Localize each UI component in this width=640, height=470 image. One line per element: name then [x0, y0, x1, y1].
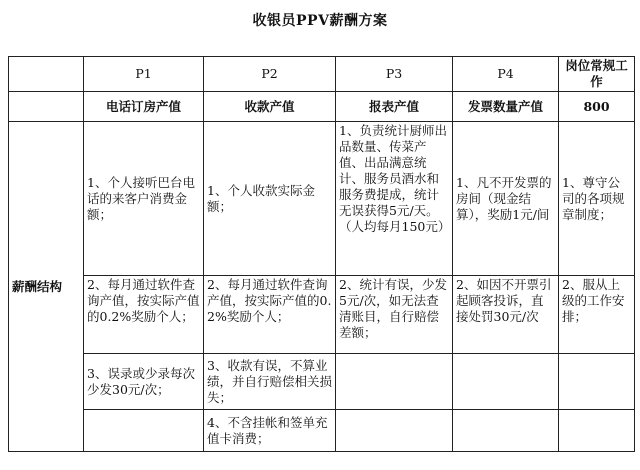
- cell-p2: 4、不含挂帐和签单充值卡消费；: [204, 410, 336, 452]
- cell-p3: [336, 410, 453, 452]
- cell-p3: 1、负责统计厨师出品数量、传菜产值、出品满意统计、服务员酒水和服务费提成，统计无误获得5元/天。（人均每月150元）: [336, 122, 453, 276]
- salary-table: [8, 56, 635, 452]
- header-p3: P3: [336, 57, 453, 92]
- table-row: [9, 410, 635, 452]
- row-label: 薪酬结构: [9, 122, 84, 452]
- page-title: 收银员PPV薪酬方案: [252, 13, 388, 29]
- subheader-standard: 800: [559, 92, 635, 122]
- cell-p3: [336, 354, 453, 410]
- cell-p1: 2、每月通过软件查询产值，按实际产值的0.2%奖励个人；: [84, 276, 204, 354]
- cell-p1: 3、误录或少录每次少发30元/次；: [84, 354, 204, 410]
- cell-p2: 2、每月通过软件查询产值，按实际产值的0.2%奖励个人；: [204, 276, 336, 354]
- subheader-p4: 发票数量产值: [453, 92, 559, 122]
- subheader-p3: 报表产值: [336, 92, 453, 122]
- subheader-p2: 收款产值: [204, 92, 336, 122]
- header-standard: 岗位常规工作: [559, 57, 635, 92]
- cell-p3: 2、统计有误，少发5元/次，如无法查清账目，自行赔偿差额；: [336, 276, 453, 354]
- cell-p1: [84, 410, 204, 452]
- cell-p4: 1、凡不开发票的房间（现金结算），奖励1元/间: [453, 122, 559, 276]
- subheader-empty-cell: [9, 92, 84, 122]
- corner-cell: [9, 57, 84, 92]
- header-p1: P1: [84, 57, 204, 92]
- cell-p4: [453, 410, 559, 452]
- subheader-row: [9, 92, 635, 122]
- cell-p2: 1、个人收款实际金额；: [204, 122, 336, 276]
- cell-standard: 1、尊守公司的各项规章制度；: [559, 122, 635, 276]
- header-p4: P4: [453, 57, 559, 92]
- table-row: [9, 354, 635, 410]
- cell-standard: [559, 354, 635, 410]
- cell-p4: 2、如因不开票引起顾客投诉，直接处罚30元/次: [453, 276, 559, 354]
- table-row: [9, 276, 635, 354]
- cell-p4: [453, 354, 559, 410]
- cell-p2: 3、收款有误，不算业绩，并自行赔偿相关损失；: [204, 354, 336, 410]
- header-p2: P2: [204, 57, 336, 92]
- table-row: [9, 122, 635, 276]
- cell-standard: 2、服从上级的工作安排；: [559, 276, 635, 354]
- subheader-p1: 电话订房产值: [84, 92, 204, 122]
- header-row: [9, 57, 635, 92]
- cell-p1: 1、个人接听巴台电话的来客户消费金额；: [84, 122, 204, 276]
- cell-standard: [559, 410, 635, 452]
